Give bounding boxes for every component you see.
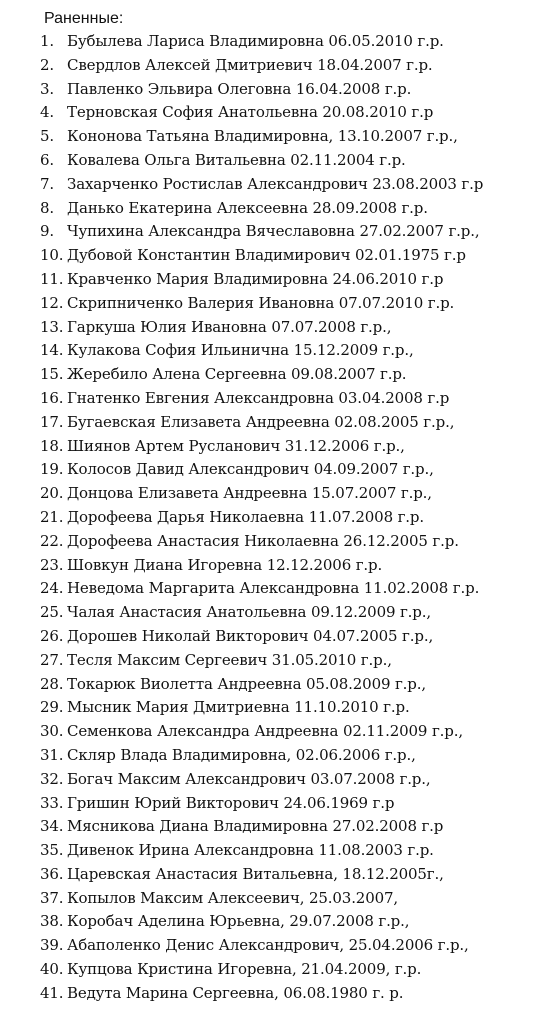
list-item-text: Терновская София Анатольевна 20.08.2010 г.р: [67, 103, 434, 122]
list-item-text: Колосов Давид Александрович 04.09.2007 г.р.,: [67, 460, 434, 479]
list-item-text: Гнатенко Евгения Александровна 03.04.2008 г.р: [67, 388, 450, 407]
list-item: [40, 268, 483, 292]
list-item: [40, 887, 483, 911]
list-item: [40, 30, 483, 54]
list-item: [40, 720, 483, 744]
list-item-number: 15.: [40, 365, 64, 384]
list-item-text: Богач Максим Александрович 03.07.2008 г.р.,: [67, 769, 431, 788]
list-item: [40, 316, 483, 340]
list-item-text: Гришин Юрий Викторович 24.06.1969 г.р: [67, 793, 395, 812]
list-item-text: Донцова Елизавета Андреевна 15.07.2007 г.р.,: [67, 484, 432, 503]
list-item: [40, 220, 483, 244]
list-item-text: Тесля Максим Сергеевич 31.05.2010 г.р.,: [67, 650, 392, 669]
list-heading: Раненные:: [44, 10, 124, 27]
list-item-number: 26.: [40, 626, 64, 645]
list-item-number: 7.: [40, 174, 55, 193]
list-item: [40, 530, 483, 554]
list-item-text: Бубылева Лариса Владимировна 06.05.2010 г.р.: [67, 32, 444, 50]
list-item-number: 31.: [40, 745, 64, 764]
list-item-number: 28.: [40, 674, 64, 693]
list-item-number: 14.: [40, 341, 64, 360]
list-item: [40, 197, 483, 221]
list-item-text: Коробач Аделина Юрьевна, 29.07.2008 г.р.,: [67, 912, 410, 931]
list-item: [40, 339, 483, 363]
list-item-number: 29.: [40, 698, 64, 717]
list-item-number: 23.: [40, 555, 64, 574]
list-item: [40, 982, 483, 1006]
list-item-number: 30.: [40, 722, 64, 741]
list-item: [40, 387, 483, 411]
list-item-number: 37.: [40, 888, 64, 907]
list-item-text: Захарченко Ростислав Александрович 23.08.2003 г.р: [67, 174, 484, 193]
list-item-text: Шовкун Диана Игоревна 12.12.2006 г.р.: [67, 555, 383, 574]
list-item: [40, 363, 483, 387]
list-item: [40, 958, 483, 982]
list-item-number: 38.: [40, 912, 64, 931]
list-item: [40, 435, 483, 459]
list-item: [40, 744, 483, 768]
list-item-text: Кулакова София Ильинична 15.12.2009 г.р.,: [67, 341, 414, 360]
list-item-number: 5.: [40, 127, 55, 146]
list-item: [40, 649, 483, 673]
list-item-text: Купцова Кристина Игоревна, 21.04.2009, г.р.: [67, 960, 422, 979]
list-item-text: Неведома Маргарита Александровна 11.02.2008 г.р.: [67, 579, 480, 598]
list-item: [40, 934, 483, 958]
list-item: [40, 149, 483, 173]
list-item-text: Абаполенко Денис Александрович, 25.04.2006 г.р.,: [67, 936, 469, 955]
list-item-number: 39.: [40, 936, 64, 955]
list-item-number: 13.: [40, 317, 64, 336]
list-item-number: 8.: [40, 198, 55, 217]
list-item-number: 20.: [40, 484, 64, 503]
list-item-text: Чалая Анастасия Анатольевна 09.12.2009 г.р.,: [67, 603, 431, 622]
list-item-number: 9.: [40, 222, 55, 241]
list-item: [40, 910, 483, 934]
list-item-text: Чупихина Александра Вячеславовна 27.02.2007 г.р.,: [67, 222, 480, 241]
list-item-number: 22.: [40, 531, 64, 550]
list-item: [40, 506, 483, 530]
list-item-number: 40.: [40, 960, 64, 979]
list-item-text: Жеребило Алена Сергеевна 09.08.2007 г.р.: [67, 365, 407, 384]
list-item-number: 32.: [40, 769, 64, 788]
list-item-number: 21.: [40, 507, 64, 526]
list-item-text: Скляр Влада Владимировна, 02.06.2006 г.р.,: [67, 745, 416, 764]
list-item-text: Данько Екатерина Алексеевна 28.09.2008 г.р.: [67, 198, 428, 217]
list-item-number: 24.: [40, 579, 64, 598]
list-item-text: Мясникова Диана Владимировна 27.02.2008 г.р: [67, 817, 444, 836]
list-item-number: 33.: [40, 793, 64, 812]
list-item-text: Скрипниченко Валерия Ивановна 07.07.2010 г.р.: [67, 293, 455, 312]
list-item-text: Кононова Татьяна Владимировна, 13.10.2007 г.р.,: [67, 127, 458, 146]
list-item: [40, 125, 483, 149]
list-item-text: Кравченко Мария Владимировна 24.06.2010 г.р: [67, 269, 444, 288]
list-item-number: 4.: [40, 103, 55, 122]
list-item-number: 11.: [40, 269, 64, 288]
list-item: [40, 863, 483, 887]
list-item-text: Мысник Мария Дмитриевна 11.10.2010 г.р.: [67, 698, 410, 717]
list-item: [40, 696, 483, 720]
list-item-number: 35.: [40, 841, 64, 860]
list-item-text: Бугаевская Елизавета Андреевна 02.08.2005 г.р.,: [67, 412, 455, 431]
list-item-number: 19.: [40, 460, 64, 479]
list-item: [40, 768, 483, 792]
casualty-list: [40, 30, 483, 1006]
list-item-number: 6.: [40, 150, 55, 169]
list-item-text: Дорофеева Дарья Николаевна 11.07.2008 г.р.: [67, 507, 424, 526]
list-item-text: Дорошев Николай Викторович 04.07.2005 г.р.,: [67, 626, 434, 645]
list-item: [40, 577, 483, 601]
list-item-text: Копылов Максим Алексеевич, 25.03.2007,: [67, 888, 399, 907]
list-item-number: 1.: [40, 32, 55, 50]
list-item-text: Дивенок Ирина Александровна 11.08.2003 г.р.: [67, 841, 434, 860]
list-item-text: Шиянов Артем Русланович 31.12.2006 г.р.,: [67, 436, 405, 455]
list-item: [40, 482, 483, 506]
list-item: [40, 411, 483, 435]
list-item-text: Ведута Марина Сергеевна, 06.08.1980 г. р.: [67, 983, 404, 1002]
list-item-text: Царевская Анастасия Витальевна, 18.12.2005г.,: [67, 864, 444, 883]
list-item: [40, 244, 483, 268]
list-item: [40, 292, 483, 316]
list-item-text: Гаркуша Юлия Ивановна 07.07.2008 г.р.,: [67, 317, 392, 336]
list-item-text: Павленко Эльвира Олеговна 16.04.2008 г.р.: [67, 79, 412, 98]
list-item-number: 17.: [40, 412, 64, 431]
list-item-number: 2.: [40, 55, 55, 74]
list-item-text: Дорофеева Анастасия Николаевна 26.12.2005 г.р.: [67, 531, 459, 550]
list-item: [40, 673, 483, 697]
list-item: [40, 458, 483, 482]
list-item: [40, 625, 483, 649]
list-item-number: 18.: [40, 436, 64, 455]
list-item: [40, 173, 483, 197]
list-item: [40, 839, 483, 863]
list-item: [40, 601, 483, 625]
list-item-number: 10.: [40, 246, 64, 265]
list-item: [40, 54, 483, 78]
list-item-number: 36.: [40, 864, 64, 883]
list-item-text: Свердлов Алексей Дмитриевич 18.04.2007 г.р.: [67, 55, 433, 74]
list-item-number: 41.: [40, 983, 64, 1002]
list-item-number: 25.: [40, 603, 64, 622]
list-item: [40, 554, 483, 578]
list-item: [40, 78, 483, 102]
list-item: [40, 815, 483, 839]
list-item-text: Семенкова Александра Андреевна 02.11.2009 г.р.,: [67, 722, 463, 741]
list-item: [40, 101, 483, 125]
list-item-text: Токарюк Виолетта Андреевна 05.08.2009 г.р.,: [67, 674, 426, 693]
list-item-text: Ковалева Ольга Витальевна 02.11.2004 г.р.: [67, 150, 406, 169]
list-item-number: 16.: [40, 388, 64, 407]
list-item-number: 12.: [40, 293, 64, 312]
list-item-number: 27.: [40, 650, 64, 669]
list-item-number: 34.: [40, 817, 64, 836]
list-item-text: Дубовой Константин Владимирович 02.01.1975 г.р: [67, 246, 466, 265]
list-item: [40, 792, 483, 816]
list-item-number: 3.: [40, 79, 55, 98]
